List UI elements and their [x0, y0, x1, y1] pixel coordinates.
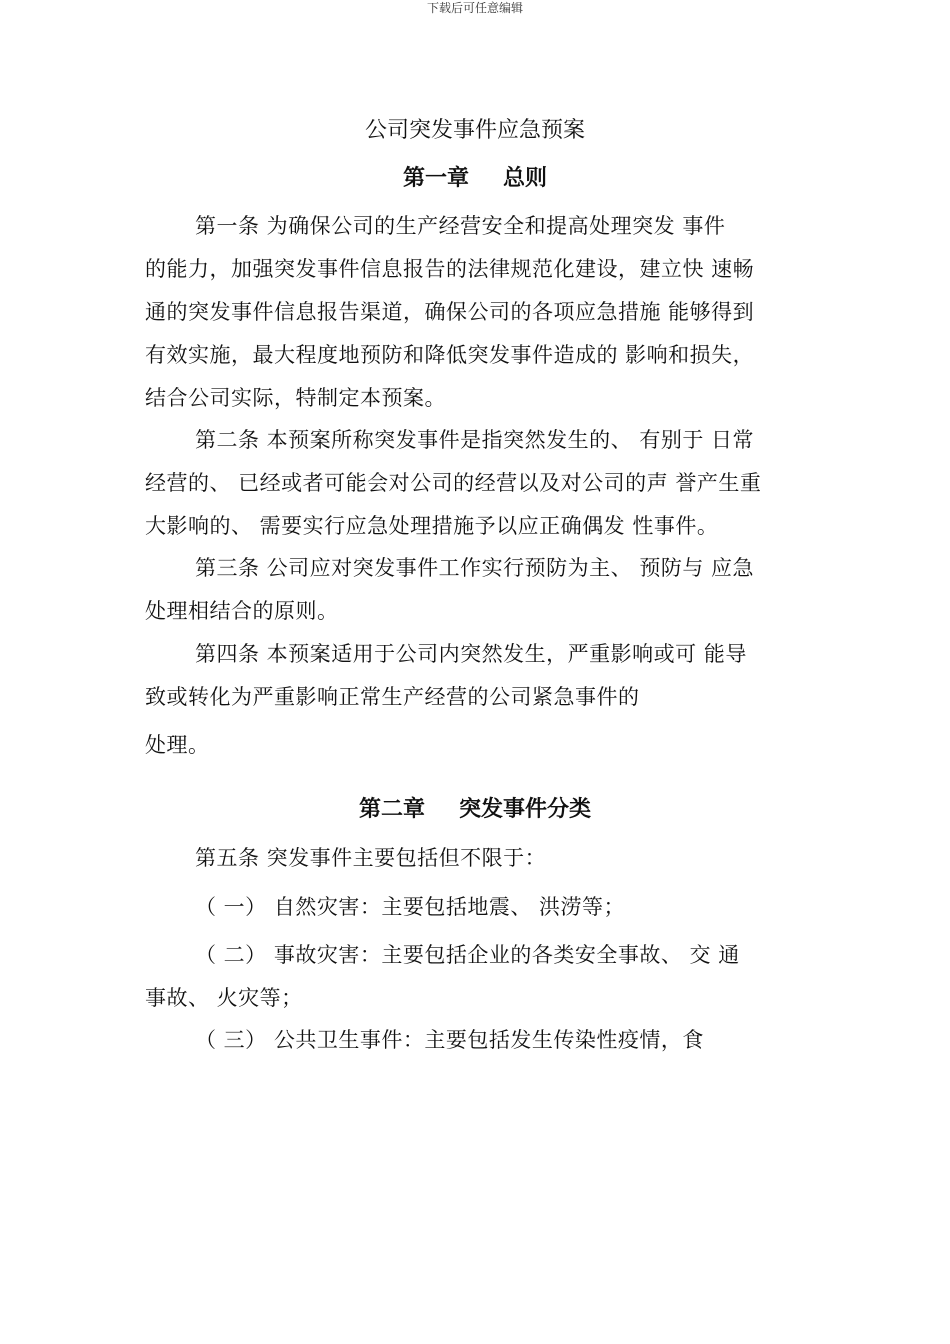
- article-4-line: 第四条 本预案适用于公司内突然发生，严重影响或可 能导: [195, 642, 747, 666]
- article-2-line: 经营的、 已经或者可能会对公司的经营以及对公司的声 誉产生重: [145, 471, 762, 495]
- article-1: [145, 211, 817, 426]
- article-1-line: 通的突发事件信息报告渠道，确保公司的各项应急措施 能够得到: [145, 300, 755, 324]
- article-5: [145, 843, 817, 886]
- article-2: [145, 425, 817, 554]
- item-2-line: （ 二） 事故灾害：主要包括企业的各类安全事故、 交 通: [195, 943, 740, 967]
- article-2-line: 第二条 本预案所称突发事件是指突然发生的、 有别于 日常: [195, 428, 755, 452]
- article-5-line: 第五条 突发事件主要包括但不限于：: [195, 846, 547, 870]
- article-3-line: 第三条 公司应对突发事件工作实行预防为主、 预防与 应急: [195, 556, 755, 580]
- page-header-note: 下载后可任意编辑: [426, 1, 523, 15]
- article-1-line: 的能力，加强突发事件信息报告的法律规范化建设，建立快 速畅: [145, 257, 755, 281]
- item-2: [145, 940, 817, 1026]
- article-1-line: 有效实施，最大程度地预防和降低突发事件造成的 影响和损失，: [145, 343, 755, 367]
- article-3-line: 处理相结合的原则。: [145, 599, 339, 623]
- chapter-1-name: 总则: [503, 166, 548, 191]
- chapter-1-number: 第一章: [402, 166, 469, 191]
- article-4-tail: 处理。: [145, 733, 210, 757]
- item-2-line: 事故、 火灾等；: [145, 986, 303, 1010]
- article-1-line: 第一条 为确保公司的生产经营安全和提高处理突发 事件: [195, 214, 726, 238]
- chapter-2-name: 突发事件分类: [459, 797, 592, 822]
- chapter-2-number: 第二章: [358, 797, 425, 822]
- chapter-2-heading: [0, 795, 950, 825]
- article-3: [145, 553, 817, 639]
- article-1-line: 结合公司实际，特制定本预案。: [145, 386, 446, 410]
- item-1-line: （ 一） 自然灾害：主要包括地震、 洪涝等；: [195, 895, 626, 919]
- chapter-1-heading: [0, 164, 950, 194]
- item-3: [145, 1025, 817, 1068]
- article-4: [145, 639, 817, 725]
- item-1: [145, 892, 817, 935]
- document-title: 公司突发事件应急预案: [364, 118, 585, 143]
- item-3-line: （ 三） 公共卫生事件：主要包括发生传染性疫情，食: [195, 1028, 704, 1052]
- article-2-line: 大影响的、 需要实行应急处理措施予以应正确偶发 性事件。: [145, 514, 719, 538]
- article-4-line: 致或转化为严重影响正常生产经营的公司紧急事件的: [145, 685, 640, 709]
